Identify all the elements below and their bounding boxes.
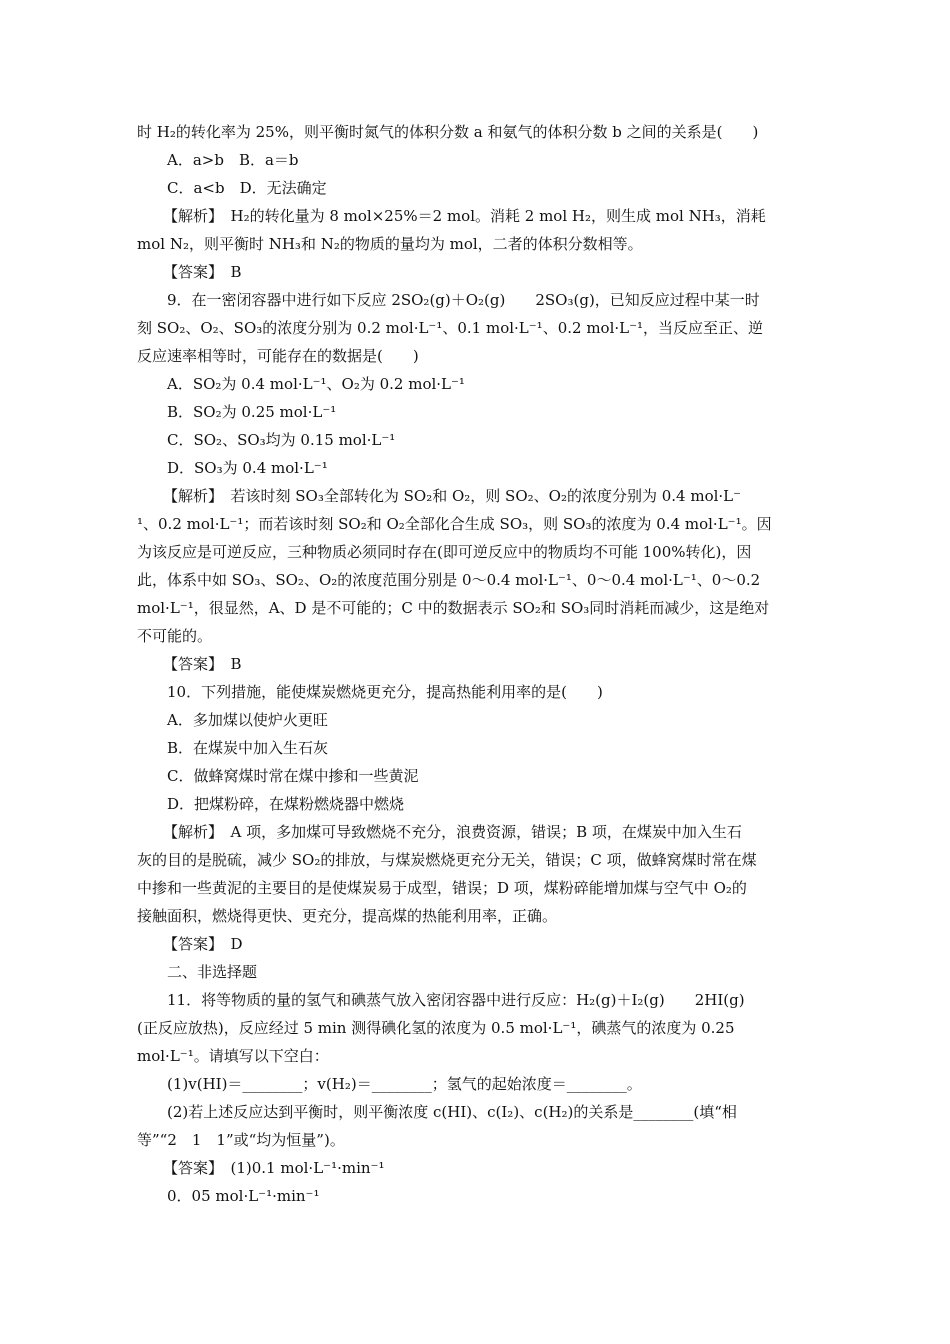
analysis-line: 【解析】 A 项，多加煤可导致燃烧不充分，浪费资源，错误；B 项，在煤炭中加入生石 [163, 823, 742, 841]
option-line: D．把煤粉碎，在煤粉燃烧器中燃烧 [167, 795, 405, 813]
text-line: 此，体系中如 SO₃、SO₂、O₂的浓度范围分别是 0～0.4 mol·L⁻¹、0～0.4 mol·L⁻¹、0～0.2 [137, 571, 761, 589]
answer-line: 【答案】 (1)0.1 mol·L⁻¹·min⁻¹ [163, 1159, 385, 1177]
option-line: A．多加煤以使炉火更旺 [167, 711, 328, 729]
option-line: B．SO₂为 0.25 mol·L⁻¹ [167, 403, 337, 421]
text-line: 不可能的。 [137, 627, 213, 645]
text-line: mol·L⁻¹，很显然，A、D 是不可能的；C 中的数据表示 SO₂和 SO₃同时消耗而减少，这是绝对 [137, 599, 770, 617]
option-line: B．在煤炭中加入生石灰 [167, 739, 329, 757]
text-line: 接触面积，燃烧得更快、更充分，提高煤的热能利用率，正确。 [137, 907, 558, 925]
text-line: 中掺和一些黄泥的主要目的是使煤炭易于成型，错误；D 项，煤粉碎能增加煤与空气中 O₂的 [137, 879, 747, 897]
sub-question-line: (2)若上述反应达到平衡时，则平衡浓度 c(HI)、c(I₂)、c(H₂)的关系是________(填“相 [167, 1103, 737, 1121]
text-line: mol·L⁻¹。请填写以下空白： [137, 1047, 329, 1065]
analysis-line: 【解析】 若该时刻 SO₃全部转化为 SO₂和 O₂，则 SO₂、O₂的浓度分别为 0.4 mol·L⁻ [163, 487, 742, 505]
option-line: C．做蜂窝煤时常在煤中掺和一些黄泥 [167, 767, 419, 785]
option-line: C．SO₂、SO₃均为 0.15 mol·L⁻¹ [167, 431, 396, 449]
text-line: 刻 SO₂、O₂、SO₃的浓度分别为 0.2 mol·L⁻¹、0.1 mol·L⁻¹、0.2 mol·L⁻¹，当反应至正、逆 [137, 319, 764, 337]
answer-line: 【答案】 B [163, 655, 242, 673]
text-line: ¹、0.2 mol·L⁻¹；而若该时刻 SO₂和 O₂全部化合生成 SO₃，则 SO₃的浓度为 0.4 mol·L⁻¹。因 [137, 515, 772, 533]
text-line: 等”“2 1 1”或“均为恒量”)。 [137, 1131, 345, 1149]
option-line: D．SO₃为 0.4 mol·L⁻¹ [167, 459, 328, 477]
text-line: 灰的目的是脱硫，减少 SO₂的排放，与煤炭燃烧更充分无关，错误；C 项，做蜂窝煤时常在煤 [137, 851, 757, 869]
option-line: C．a<b D．无法确定 [167, 179, 327, 197]
question-line: 11．将等物质的量的氢气和碘蒸气放入密闭容器中进行反应：H₂(g)＋I₂(g) 2HI(g) [167, 991, 745, 1009]
analysis-line: 【解析】 H₂的转化量为 8 mol×25%＝2 mol。消耗 2 mol H₂，则生成 mol NH₃，消耗 [163, 207, 766, 225]
sub-question-line: (1)v(HI)＝________；v(H₂)＝________；氢气的起始浓度＝________。 [167, 1075, 642, 1093]
option-line: A．a>b B．a＝b [167, 151, 299, 169]
answer-line: 【答案】 D [163, 935, 243, 953]
text-line: (正反应放热)，反应经过 5 min 测得碘化氢的浓度为 0.5 mol·L⁻¹，碘蒸气的浓度为 0.25 [137, 1019, 735, 1037]
text-line: 为该反应是可逆反应，三种物质必须同时存在(即可逆反应中的物质均不可能 100%转化)，因 [137, 543, 752, 561]
text-line: 反应速率相等时，可能存在的数据是( ) [137, 347, 419, 365]
option-line: A．SO₂为 0.4 mol·L⁻¹、O₂为 0.2 mol·L⁻¹ [167, 375, 465, 393]
text-line: mol N₂，则平衡时 NH₃和 N₂的物质的量均为 mol，二者的体积分数相等。 [137, 235, 643, 253]
answer-line: 0．05 mol·L⁻¹·min⁻¹ [167, 1187, 320, 1205]
question-line: 10．下列措施，能使煤炭燃烧更充分，提高热能利用率的是( ) [167, 683, 603, 701]
answer-line: 【答案】 B [163, 263, 242, 281]
section-heading: 二、非选择题 [167, 963, 258, 981]
text-line: 时 H₂的转化率为 25%，则平衡时氮气的体积分数 a 和氨气的体积分数 b 之间的关系是( ) [137, 123, 759, 141]
question-line: 9．在一密闭容器中进行如下反应 2SO₂(g)＋O₂(g) 2SO₃(g)，已知反应过程中某一时 [167, 291, 760, 309]
